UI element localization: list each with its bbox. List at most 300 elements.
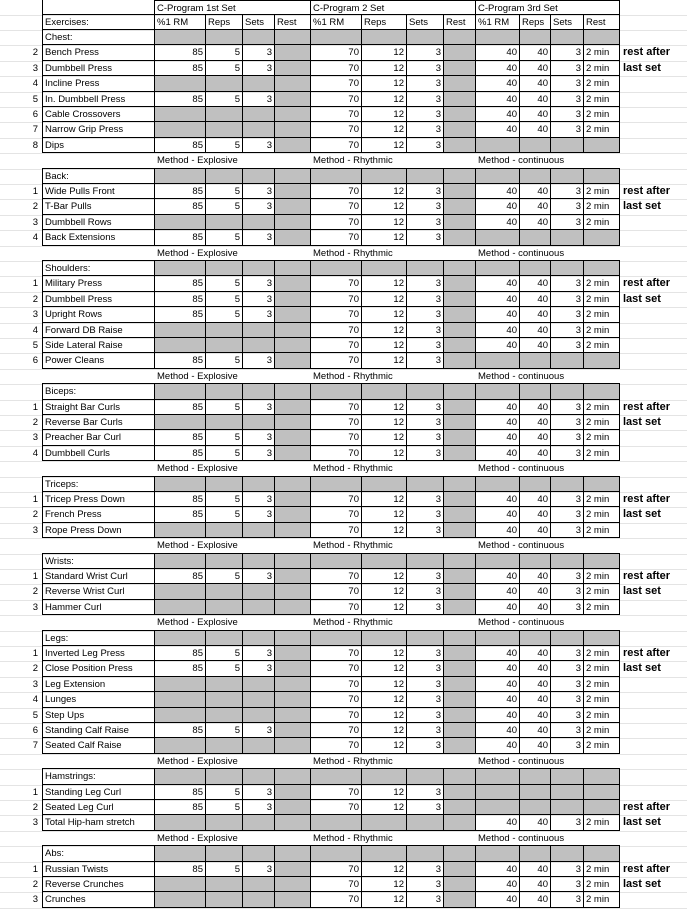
value-cell: 70 <box>311 323 362 338</box>
value-cell: 3 <box>551 430 584 445</box>
value-cell: 3 <box>551 862 584 877</box>
empty-cell <box>275 554 311 569</box>
exercise-name: Back Extensions <box>42 230 155 245</box>
value-cell: 40 <box>476 76 520 91</box>
column-header: Reps <box>520 15 551 30</box>
value-cell: 3 <box>243 45 275 60</box>
value-cell: 85 <box>155 723 206 738</box>
value-cell: 40 <box>476 107 520 122</box>
empty-cell <box>243 477 275 492</box>
empty-cell <box>243 107 275 122</box>
rest-note: rest after <box>623 185 671 197</box>
value-cell: 70 <box>311 92 362 107</box>
empty-cell <box>444 631 476 646</box>
empty-cell <box>206 846 243 861</box>
value-cell: 40 <box>476 92 520 107</box>
value-cell: 70 <box>311 184 362 199</box>
value-cell: 5 <box>206 230 243 245</box>
value-cell: 3 <box>407 708 444 723</box>
rest-empty <box>444 492 476 507</box>
value-cell: 12 <box>362 45 407 60</box>
empty-cell <box>584 800 620 815</box>
empty-cell <box>520 261 551 276</box>
value-cell: 40 <box>476 184 520 199</box>
value-cell: 3 <box>551 877 584 892</box>
value-cell: 40 <box>520 569 551 584</box>
empty-cell <box>551 631 584 646</box>
method-label: Method - continuous <box>476 153 620 168</box>
column-header: Rest <box>584 15 620 30</box>
empty-cell <box>311 384 362 399</box>
row-number: 1 <box>32 401 38 413</box>
value-cell: 40 <box>520 92 551 107</box>
row-number: 2 <box>32 879 38 890</box>
empty-cell <box>275 600 311 615</box>
rest-note: rest after <box>623 493 671 505</box>
value-cell: 5 <box>206 276 243 291</box>
value-cell: 40 <box>520 323 551 338</box>
empty-cell <box>476 554 520 569</box>
empty-cell <box>155 384 206 399</box>
empty-cell <box>551 169 584 184</box>
exercise-name: Close Position Press <box>42 661 155 676</box>
value-cell: 85 <box>155 646 206 661</box>
empty-cell <box>155 708 206 723</box>
rest-empty <box>444 646 476 661</box>
row-number: 6 <box>32 355 38 367</box>
value-cell: 40 <box>476 877 520 892</box>
rest-empty <box>275 199 311 214</box>
value-cell: 70 <box>311 708 362 723</box>
method-label: Method - Rhythmic <box>311 831 476 846</box>
empty-cell <box>551 800 584 815</box>
value-cell: 3 <box>407 215 444 230</box>
empty-cell <box>155 846 206 861</box>
value-cell: 12 <box>362 785 407 800</box>
value-cell: 3 <box>551 61 584 76</box>
section-title: Wrists: <box>42 554 155 569</box>
method-label: Method - continuous <box>476 615 620 630</box>
value-cell: 3 <box>243 138 275 153</box>
value-cell: 40 <box>520 877 551 892</box>
empty-cell <box>362 477 407 492</box>
value-cell: 12 <box>362 600 407 615</box>
method-label: Method - Rhythmic <box>311 246 476 261</box>
rest-empty <box>444 61 476 76</box>
column-header: Sets <box>243 15 275 30</box>
empty-cell <box>584 554 620 569</box>
empty-cell <box>155 122 206 137</box>
method-spacer <box>42 246 155 261</box>
method-label: Method - continuous <box>476 246 620 261</box>
rest-empty <box>444 800 476 815</box>
value-cell: 40 <box>520 600 551 615</box>
value-cell: 40 <box>520 815 551 830</box>
empty-cell <box>444 384 476 399</box>
value-cell: 40 <box>476 446 520 461</box>
empty-cell <box>551 30 584 45</box>
rest-empty <box>275 446 311 461</box>
value-cell: 40 <box>520 122 551 137</box>
value-cell: 12 <box>362 800 407 815</box>
value-cell: 12 <box>362 138 407 153</box>
rest-empty <box>444 569 476 584</box>
empty-cell <box>551 261 584 276</box>
value-cell: 3 <box>407 892 444 907</box>
exercise-name: Crunches <box>42 892 155 907</box>
value-cell: 85 <box>155 430 206 445</box>
empty-cell <box>551 846 584 861</box>
empty-cell <box>206 338 243 353</box>
empty-cell <box>155 415 206 430</box>
value-cell: 3 <box>551 523 584 538</box>
empty-cell <box>206 769 243 784</box>
rest-value: 2 min <box>584 600 620 615</box>
value-cell: 3 <box>407 785 444 800</box>
row-number: 4 <box>32 232 38 244</box>
rest-value: 2 min <box>584 400 620 415</box>
exercise-name: Standard Wrist Curl <box>42 569 155 584</box>
value-cell: 40 <box>476 692 520 707</box>
rest-empty <box>444 138 476 153</box>
value-cell: 12 <box>362 677 407 692</box>
value-cell: 40 <box>520 276 551 291</box>
empty-cell <box>206 738 243 753</box>
exercise-name: Inverted Leg Press <box>42 646 155 661</box>
value-cell: 85 <box>155 353 206 368</box>
row-number: 4 <box>32 324 38 336</box>
empty-cell <box>520 554 551 569</box>
row-number: 3 <box>32 309 38 321</box>
method-label: Method - Rhythmic <box>311 153 476 168</box>
value-cell: 3 <box>551 338 584 353</box>
empty-cell <box>155 169 206 184</box>
value-cell: 40 <box>476 584 520 599</box>
value-cell: 3 <box>243 307 275 322</box>
value-cell: 12 <box>362 230 407 245</box>
empty-cell <box>407 261 444 276</box>
exercise-name: French Press <box>42 507 155 522</box>
method-spacer <box>42 461 155 476</box>
row-number: 3 <box>32 62 38 74</box>
value-cell: 70 <box>311 276 362 291</box>
empty-cell <box>476 261 520 276</box>
empty-cell <box>155 338 206 353</box>
value-cell: 3 <box>551 569 584 584</box>
value-cell: 3 <box>551 692 584 707</box>
rest-empty <box>275 785 311 800</box>
row-number: 2 <box>32 802 38 813</box>
exercise-name: Narrow Grip Press <box>42 122 155 137</box>
empty-cell <box>407 554 444 569</box>
empty-cell <box>407 769 444 784</box>
empty-cell <box>275 323 311 338</box>
empty-cell <box>444 815 476 830</box>
rest-empty <box>275 138 311 153</box>
rest-empty <box>444 415 476 430</box>
rest-note: rest after <box>623 277 671 290</box>
exercise-name: Straight Bar Curls <box>42 400 155 415</box>
rest-empty <box>444 708 476 723</box>
empty-cell <box>311 554 362 569</box>
row-number: 6 <box>32 725 38 736</box>
rest-empty <box>275 307 311 322</box>
section-title: Chest: <box>42 30 155 45</box>
rest-empty <box>444 584 476 599</box>
value-cell: 3 <box>407 723 444 738</box>
value-cell: 70 <box>311 338 362 353</box>
value-cell: 40 <box>476 276 520 291</box>
empty-cell <box>275 877 311 892</box>
empty-cell <box>206 892 243 907</box>
rest-value: 2 min <box>584 584 620 599</box>
empty-cell <box>243 323 275 338</box>
rest-note: rest after <box>623 862 671 875</box>
empty-cell <box>520 631 551 646</box>
section-title: Triceps: <box>42 477 155 492</box>
empty-cell <box>155 30 206 45</box>
value-cell: 3 <box>551 92 584 107</box>
value-cell: 70 <box>311 353 362 368</box>
empty-cell <box>206 477 243 492</box>
value-cell: 3 <box>407 600 444 615</box>
rest-empty <box>275 400 311 415</box>
empty-cell <box>243 122 275 137</box>
rest-empty <box>444 230 476 245</box>
empty-cell <box>275 708 311 723</box>
empty-cell <box>155 892 206 907</box>
value-cell: 5 <box>206 199 243 214</box>
rest-empty <box>444 45 476 60</box>
rest-empty <box>444 430 476 445</box>
value-cell: 3 <box>407 430 444 445</box>
value-cell: 3 <box>551 492 584 507</box>
empty-cell <box>243 523 275 538</box>
value-cell: 40 <box>476 307 520 322</box>
rest-value: 2 min <box>584 430 620 445</box>
empty-cell <box>362 846 407 861</box>
empty-cell <box>520 353 551 368</box>
empty-cell <box>155 692 206 707</box>
exercise-name: Step Ups <box>42 708 155 723</box>
empty-cell <box>243 169 275 184</box>
row-number: 4 <box>32 694 38 706</box>
value-cell: 40 <box>520 76 551 91</box>
rest-value: 2 min <box>584 523 620 538</box>
value-cell: 70 <box>311 307 362 322</box>
method-spacer <box>42 754 155 769</box>
empty-cell <box>584 138 620 153</box>
empty-cell <box>311 477 362 492</box>
empty-cell <box>155 107 206 122</box>
empty-cell <box>206 384 243 399</box>
exercise-name: Standing Calf Raise <box>42 723 155 738</box>
value-cell: 70 <box>311 292 362 307</box>
empty-cell <box>155 554 206 569</box>
value-cell: 70 <box>311 61 362 76</box>
value-cell: 3 <box>243 276 275 291</box>
value-cell: 40 <box>476 862 520 877</box>
row-number: 3 <box>32 601 38 613</box>
value-cell: 40 <box>476 199 520 214</box>
value-cell: 70 <box>311 446 362 461</box>
empty-cell <box>243 261 275 276</box>
method-label: Method - Explosive <box>155 369 311 384</box>
row-number: 6 <box>32 109 38 120</box>
value-cell: 40 <box>476 430 520 445</box>
empty-cell <box>206 554 243 569</box>
value-cell: 12 <box>362 107 407 122</box>
empty-cell <box>362 169 407 184</box>
row-number: 2 <box>32 201 38 213</box>
empty-cell <box>311 769 362 784</box>
empty-cell <box>584 846 620 861</box>
value-cell: 12 <box>362 400 407 415</box>
empty-cell <box>206 323 243 338</box>
value-cell: 85 <box>155 862 206 877</box>
value-cell: 3 <box>551 307 584 322</box>
value-cell: 70 <box>311 800 362 815</box>
value-cell: 40 <box>476 892 520 907</box>
empty-cell <box>275 261 311 276</box>
empty-cell <box>311 815 362 830</box>
value-cell: 3 <box>551 292 584 307</box>
rest-note: last set <box>623 585 661 598</box>
empty-cell <box>520 138 551 153</box>
rest-value: 2 min <box>584 446 620 461</box>
value-cell: 85 <box>155 61 206 76</box>
row-number: 3 <box>32 524 38 536</box>
rest-empty <box>275 276 311 291</box>
empty-cell <box>206 692 243 707</box>
value-cell: 3 <box>243 61 275 76</box>
value-cell: 40 <box>476 45 520 60</box>
value-cell: 40 <box>476 492 520 507</box>
exercise-name: Leg Extension <box>42 677 155 692</box>
value-cell: 12 <box>362 569 407 584</box>
value-cell: 40 <box>520 523 551 538</box>
empty-cell <box>551 384 584 399</box>
value-cell: 70 <box>311 122 362 137</box>
value-cell: 70 <box>311 523 362 538</box>
row-number: 1 <box>32 186 38 197</box>
value-cell: 3 <box>407 492 444 507</box>
value-cell: 5 <box>206 353 243 368</box>
value-cell: 40 <box>476 661 520 676</box>
value-cell: 3 <box>407 862 444 877</box>
rest-value: 2 min <box>584 323 620 338</box>
row-number: 5 <box>32 93 38 105</box>
rest-value: 2 min <box>584 76 620 91</box>
value-cell: 40 <box>476 323 520 338</box>
empty-cell <box>407 846 444 861</box>
value-cell: 3 <box>551 723 584 738</box>
empty-cell <box>520 846 551 861</box>
rest-empty <box>275 723 311 738</box>
value-cell: 5 <box>206 785 243 800</box>
value-cell: 40 <box>520 199 551 214</box>
exercise-name: Forward DB Raise <box>42 323 155 338</box>
grid-line <box>0 908 687 909</box>
exercise-name: Total Hip-ham stretch <box>42 815 155 830</box>
exercise-name: T-Bar Pulls <box>42 199 155 214</box>
value-cell: 3 <box>243 430 275 445</box>
value-cell: 5 <box>206 661 243 676</box>
empty-cell <box>551 769 584 784</box>
empty-cell <box>444 261 476 276</box>
value-cell: 3 <box>551 661 584 676</box>
row-number: 5 <box>32 709 38 721</box>
empty-cell <box>243 30 275 45</box>
empty-cell <box>520 785 551 800</box>
exercise-name: Reverse Wrist Curl <box>42 584 155 599</box>
row-number: 3 <box>32 894 38 906</box>
value-cell: 3 <box>243 184 275 199</box>
value-cell: 3 <box>551 584 584 599</box>
value-cell: 40 <box>476 400 520 415</box>
value-cell: 70 <box>311 661 362 676</box>
rest-note: last set <box>623 416 661 428</box>
value-cell: 70 <box>311 692 362 707</box>
method-label: Method - Explosive <box>155 538 311 553</box>
value-cell: 12 <box>362 523 407 538</box>
value-cell: 3 <box>407 199 444 214</box>
value-cell: 12 <box>362 215 407 230</box>
value-cell: 3 <box>551 646 584 661</box>
value-cell: 3 <box>407 661 444 676</box>
row-number: 3 <box>32 678 38 690</box>
value-cell: 3 <box>407 569 444 584</box>
value-cell: 5 <box>206 138 243 153</box>
row-number: 1 <box>32 863 38 875</box>
value-cell: 3 <box>407 800 444 815</box>
empty-cell <box>311 631 362 646</box>
rest-empty <box>444 692 476 707</box>
empty-cell <box>206 677 243 692</box>
value-cell: 3 <box>243 569 275 584</box>
value-cell: 40 <box>520 507 551 522</box>
empty-cell <box>206 30 243 45</box>
row-number: 4 <box>32 447 38 459</box>
method-spacer <box>42 538 155 553</box>
value-cell: 40 <box>520 45 551 60</box>
value-cell: 85 <box>155 230 206 245</box>
rest-note: last set <box>623 816 661 829</box>
empty-cell <box>275 677 311 692</box>
empty-cell <box>520 800 551 815</box>
empty-cell <box>206 584 243 599</box>
rest-note: rest after <box>623 801 671 813</box>
rest-note: rest after <box>623 400 671 413</box>
value-cell: 70 <box>311 877 362 892</box>
exercise-name: Dumbbell Rows <box>42 215 155 230</box>
empty-cell <box>407 815 444 830</box>
value-cell: 3 <box>407 646 444 661</box>
value-cell: 3 <box>243 723 275 738</box>
empty-cell <box>275 122 311 137</box>
empty-cell <box>362 769 407 784</box>
rest-empty <box>444 338 476 353</box>
value-cell: 12 <box>362 877 407 892</box>
rest-empty <box>444 184 476 199</box>
empty-cell <box>311 261 362 276</box>
value-cell: 40 <box>476 523 520 538</box>
rest-empty <box>444 307 476 322</box>
rest-value: 2 min <box>584 307 620 322</box>
row-number: 7 <box>32 740 38 752</box>
empty-cell <box>407 169 444 184</box>
empty-cell <box>206 523 243 538</box>
